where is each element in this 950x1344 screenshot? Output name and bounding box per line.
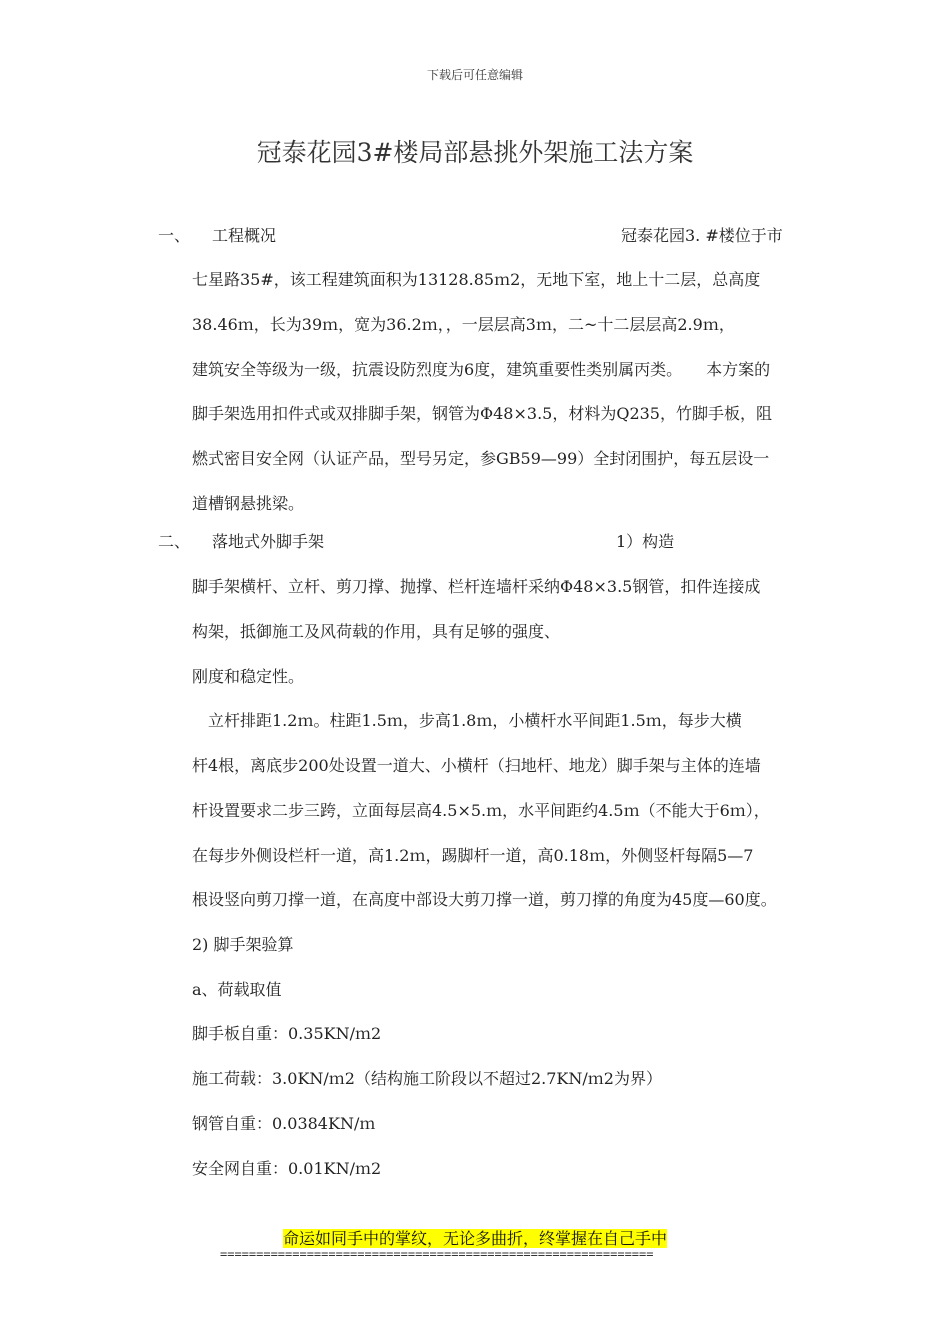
load-value-line: 钢管自重：0.0384KN/ｍ (192, 1114, 376, 1133)
section1-heading: 工程概况 (212, 226, 277, 245)
footer-motto-text: 命运如同手中的掌纹，无论多曲折，终掌握在自己手中 (282, 1229, 667, 1248)
footer-rule: ============================================================ (220, 1247, 654, 1261)
section1-line: 建筑安全等级为一级，抗震设防烈度为6度，建筑重要性类别属丙类。 本方案的 (192, 360, 771, 379)
section1-right-text: 冠泰花园3. #楼位于市 (621, 226, 783, 245)
section1-line: 燃式密目安全网（认证产品，型号另定，参GB59—99）全封闭围护，每五层设一 (192, 449, 770, 468)
section2-line: 刚度和稳定性。 (192, 667, 305, 686)
section2-right-text: 1）构造 (616, 532, 675, 551)
section1-line: 七星路35#，该工程建筑面积为13128.85ｍ2，无地下室，地上十二层，总高度 (192, 270, 761, 289)
load-value-line: 安全网自重：0.01KN/ｍ2 (192, 1159, 382, 1178)
section2-line: 杆设置要求二步三跨，立面每层高4.5×5.ｍ，水平间距约4.5ｍ（不能大于6ｍ）， (192, 801, 770, 820)
load-value-line: 脚手板自重：0.35KN/ｍ2 (192, 1024, 382, 1043)
section1-line: 38.46ｍ，长为39ｍ，宽为36.2ｍ，，一层层高3ｍ，二~十二层层高2.9ｍ， (192, 315, 735, 334)
section2-heading: 落地式外脚手架 (212, 532, 325, 551)
subsection-heading: a、荷载取值 (192, 980, 282, 999)
section2-line: 在每步外侧设栏杆一道，高1.2ｍ，踢脚杆一道，高0.18ｍ，外侧竖杆每隔5—7 (192, 846, 754, 865)
section2-number: 二、 (158, 532, 191, 551)
footer-motto (0, 1226, 950, 1249)
section2-line: 杆4根，离底步200处设置一道大、小横杆（扫地杆、地龙）脚手架与主体的连墙 (192, 756, 761, 775)
subsection-heading: 2) 脚手架验算 (192, 935, 294, 954)
section2-line: 脚手架横杆、立杆、剪刀撑、抛撑、栏杆连墙杆采纳Φ48×3.5钢管，扣件连接成 (192, 577, 761, 596)
section1-number: 一、 (158, 226, 191, 245)
document-title: 冠泰花园3#楼局部悬挑外架施工法方案 (256, 138, 694, 167)
section2-line: 根设竖向剪刀撑一道，在高度中部设大剪刀撑一道，剪刀撑的角度为45度—60度。 (192, 890, 777, 909)
section1-line: 脚手架选用扣件式或双排脚手架，钢管为Φ48×3.5，材料为Q235，竹脚手板，阻 (192, 404, 772, 423)
section2-line: 构架，抵御施工及风荷载的作用，具有足够的强度、 (192, 622, 561, 641)
section1-line: 道槽钢悬挑梁。 (192, 494, 305, 513)
section2-line: 立杆排距1.2ｍ。柱距1.5ｍ，步高1.8ｍ，小横杆水平间距1.5ｍ，每步大横 (192, 711, 742, 730)
load-value-line: 施工荷载：3.0KN/ｍ2（结构施工阶段以不超过2.7KN/ｍ2为界） (192, 1069, 662, 1088)
page-header: 下载后可任意编辑 (426, 68, 523, 82)
